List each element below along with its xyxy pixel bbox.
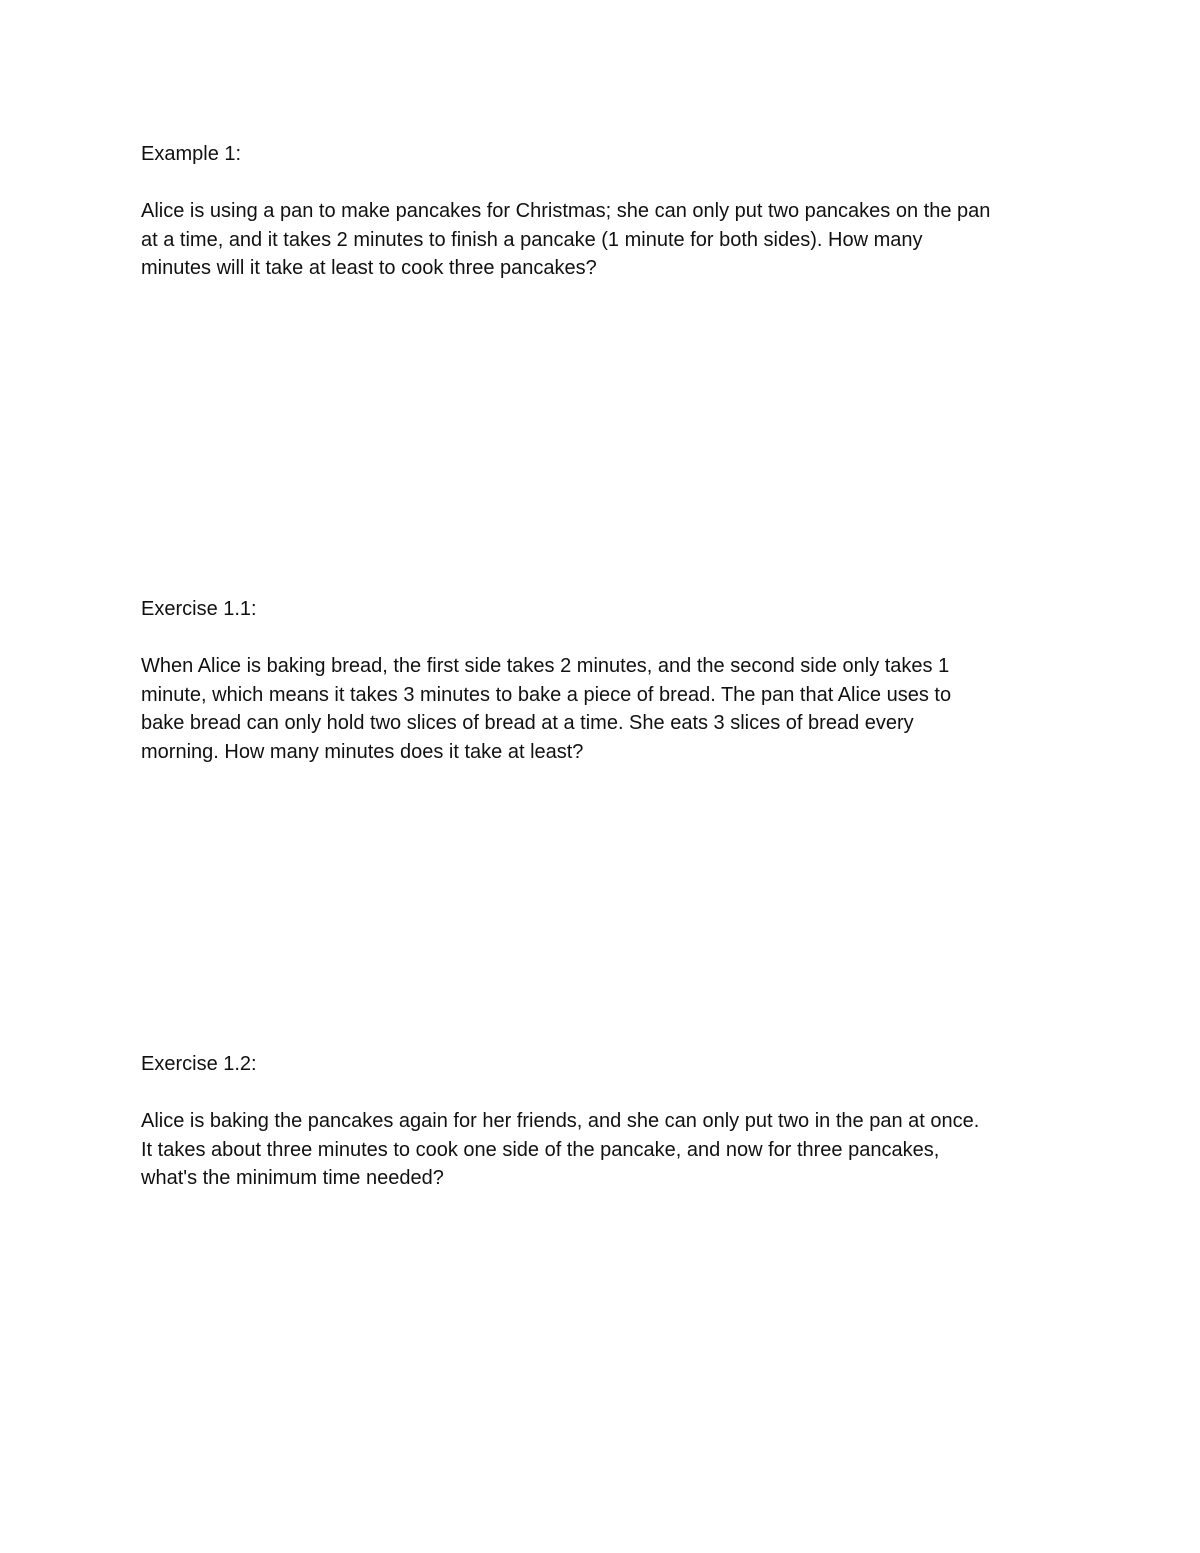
- example-1-body: [141, 197, 1076, 283]
- example-1-line: minutes will it take at least to cook three pancakes?: [141, 257, 597, 279]
- exercise-1-2-section: [141, 1050, 1076, 1193]
- example-1-section: [141, 140, 1076, 283]
- exercise-1-1-heading: Exercise 1.1:: [141, 598, 257, 620]
- example-1-line: Alice is using a pan to make pancakes for Christmas; she can only put two pancakes on the pan: [141, 200, 991, 222]
- exercise-1-2-line: what's the minimum time needed?: [141, 1167, 444, 1189]
- exercise-1-1-line: When Alice is baking bread, the first side takes 2 minutes, and the second side only takes 1: [141, 655, 950, 677]
- example-1-heading: Example 1:: [141, 143, 242, 165]
- exercise-1-1-line: bake bread can only hold two slices of bread at a time. She eats 3 slices of bread every: [141, 712, 914, 734]
- example-1-line: at a time, and it takes 2 minutes to finish a pancake (1 minute for both sides). How many: [141, 228, 923, 251]
- exercise-1-1-line: morning. How many minutes does it take at least?: [141, 740, 584, 763]
- exercise-1-2-body: [141, 1107, 1076, 1193]
- exercise-1-1-line: minute, which means it takes 3 minutes to bake a piece of bread. The pan that Alice uses to: [141, 683, 952, 706]
- exercise-1-2-heading: Exercise 1.2:: [141, 1053, 257, 1075]
- exercise-1-2-line: It takes about three minutes to cook one side of the pancake, and now for three pancakes,: [141, 1138, 940, 1161]
- exercise-1-1-section: [141, 595, 1076, 766]
- exercise-1-2-line: Alice is baking the pancakes again for her friends, and she can only put two in the pan at once.: [141, 1110, 980, 1132]
- exercise-1-1-body: [141, 652, 1076, 766]
